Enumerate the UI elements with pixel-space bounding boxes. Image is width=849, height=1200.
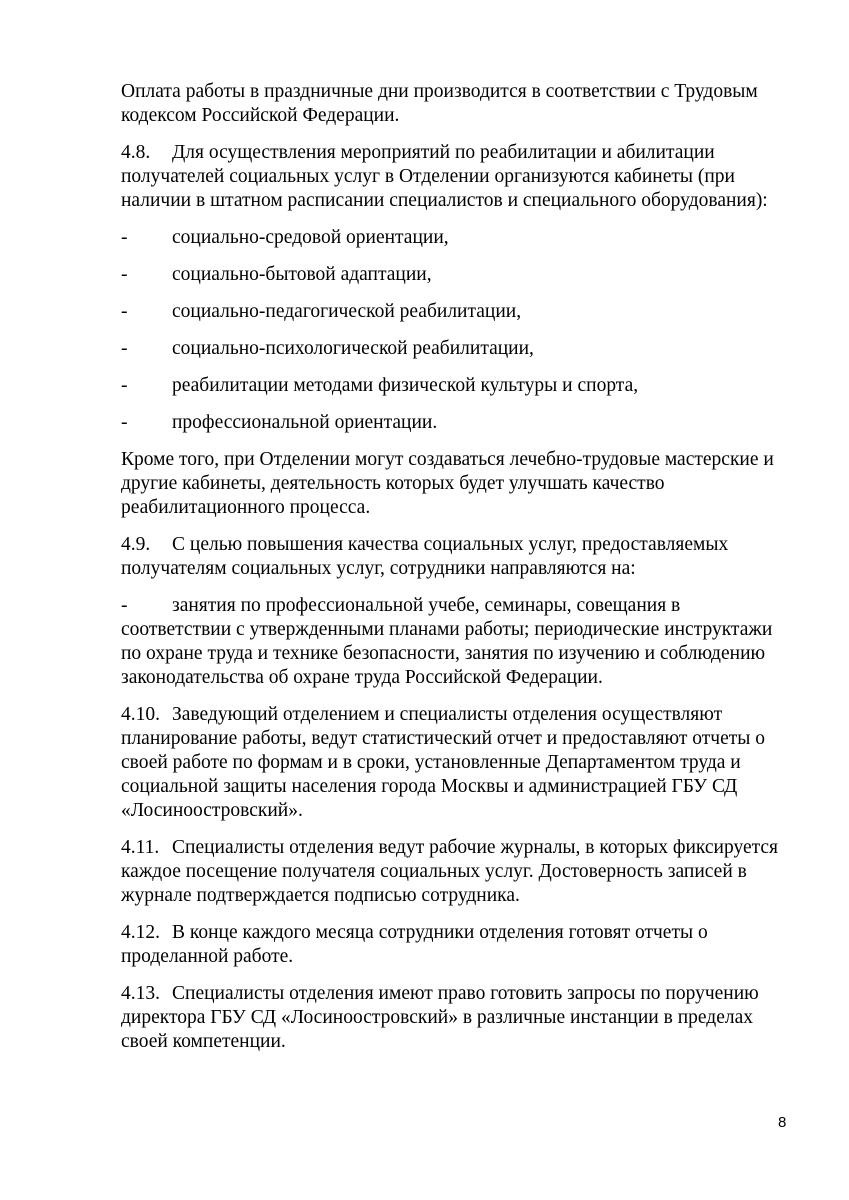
paragraph-4-12 [121, 921, 789, 969]
clause-text: Для осуществления мероприятий по реабилитации и абилитации получателей социальных услуг в Отделении организуются кабинеты (при наличии в штатном расписании специалистов и специального оборудования): [121, 142, 768, 211]
list-item [121, 374, 789, 398]
paragraph-4-9-item [121, 594, 789, 690]
clause-text: С целью повышения качества социальных услуг, предоставляемых получателям социальных услуг, сотрудники направляются на: [121, 534, 729, 579]
clause-number: 4.10. [121, 704, 160, 725]
paragraph-4-11 [121, 836, 789, 908]
clause-number: 4.12. [121, 922, 160, 943]
list-item [121, 263, 789, 287]
list-item-text: социально-средовой ориентации, [172, 227, 449, 248]
list-dash: - [121, 301, 128, 322]
clause-number: 4.13. [121, 983, 160, 1004]
paragraph-besides: Кроме того, при Отделении могут создаваться лечебно-трудовые мастерские и другие кабинеты, деятельность которых будет улучшать качество реабилитационного процесса. [121, 449, 774, 518]
document-page [121, 80, 789, 1067]
clause-number: 4.11. [121, 837, 160, 858]
list-item [121, 226, 789, 250]
paragraph-4-10 [121, 703, 789, 823]
list-item [121, 300, 789, 324]
paragraph-payment: Оплата работы в праздничные дни производится в соответствии с Трудовым кодексом Российской Федерации. [121, 81, 758, 126]
paragraph-4-9 [121, 533, 789, 581]
list-dash: - [121, 412, 128, 433]
clause-number: 4.9. [121, 534, 151, 555]
list-item-text: социально-педагогической реабилитации, [172, 301, 522, 322]
list-dash: - [121, 338, 128, 359]
list-dash: - [121, 375, 128, 396]
list-item-text: социально-бытовой адаптации, [172, 264, 432, 285]
list-item [121, 411, 789, 435]
clause-text: Заведующий отделением и специалисты отделения осуществляют планирование работы, ведут статистический отчет и предоставляют отчеты о своей работе по формам и в сроки, установленные Департаментом труда и социальной защиты населения города Москвы и администрацией ГБУ СД «Лосиноостровский». [121, 704, 765, 821]
list-item-text: профессиональной ориентации. [172, 412, 438, 433]
clause-text: В конце каждого месяца сотрудники отделения готовят отчеты о проделанной работе. [121, 922, 708, 967]
clause-text: Специалисты отделения имеют право готовить запросы по поручению директора ГБУ СД «Лосиноостровский» в различные инстанции в пределах своей компетенции. [121, 983, 759, 1052]
list-dash: - [121, 595, 128, 616]
list-item-text: реабилитации методами физической культуры и спорта, [172, 375, 639, 396]
list-dash: - [121, 227, 128, 248]
paragraph-4-8 [121, 141, 789, 213]
paragraph-4-13 [121, 982, 789, 1054]
list-item-text: социально-психологической реабилитации, [172, 338, 534, 359]
list-item [121, 337, 789, 361]
clause-text: Специалисты отделения ведут рабочие журналы, в которых фиксируется каждое посещение получателя социальных услуг. Достоверность записей в журнале подтверждается подписью сотрудника. [121, 837, 778, 906]
page-number: 8 [778, 1114, 787, 1131]
list-dash: - [121, 264, 128, 285]
clause-number: 4.8. [121, 142, 151, 163]
list-item-text: занятия по профессиональной учебе, семинары, совещания в соответствии с утвержденными планами работы; периодические инструктажи по охране труда и технике безопасности, занятия по изучению и соблюдению законодательства об охране труда Российской Федерации. [121, 595, 773, 688]
